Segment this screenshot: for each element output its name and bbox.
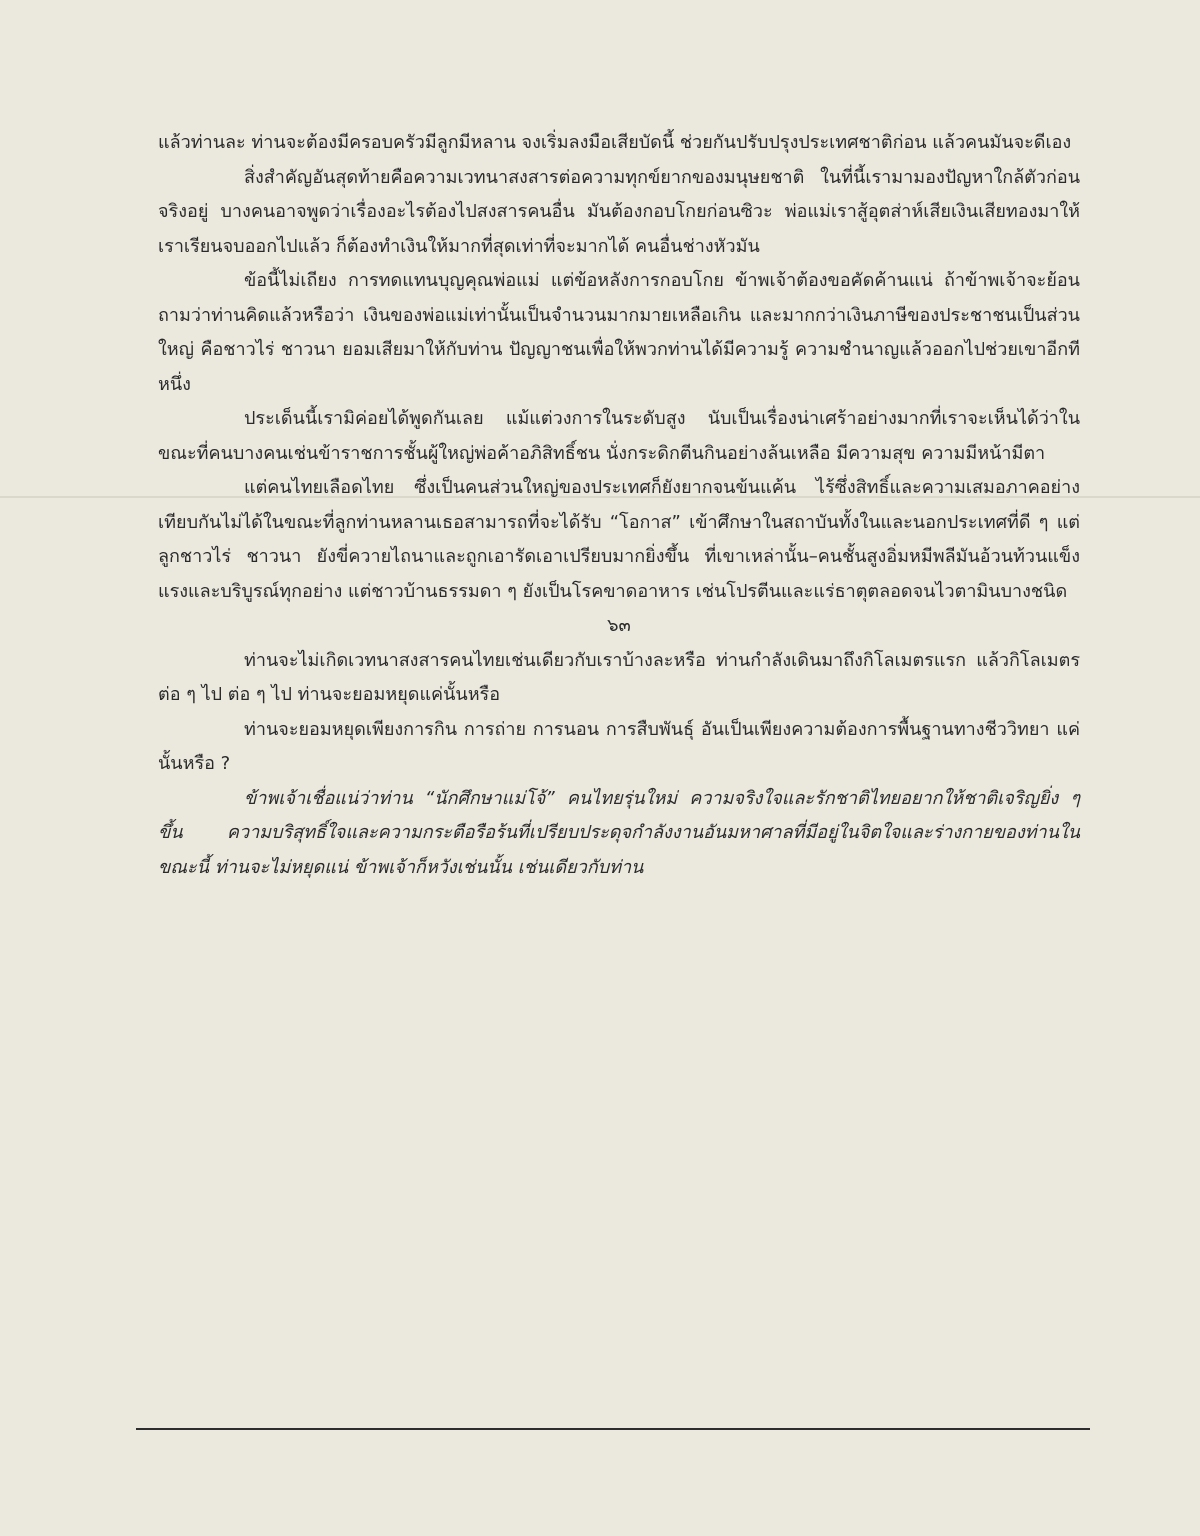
footer-rule (136, 1428, 1090, 1430)
document-body (158, 126, 1080, 885)
paragraph-2: สิ่งสำคัญอันสุดท้ายคือความเวทนาสงสารต่อความทุกข์ยากของมนุษยชาติ ในที่นี้เรามามองปัญหาใกล้ตัวก่อน จริงอยู่ บางคนอาจพูดว่าเรื่องอะไรต้องไปสงสารคนอื่น มันต้องกอบโกยก่อนซิวะ พ่อแม่เราสู้อุตส่าห์เสียเงินเสียทองมาให้เราเรียนจบออกไปแล้ว ก็ต้องทำเงินให้มากที่สุดเท่าที่จะมากได้ คนอื่นช่างหัวมัน (158, 166, 1080, 257)
paragraph-4: ประเด็นนี้เรามิค่อยได้พูดกันเลย แม้แต่วงการในระดับสูง นับเป็นเรื่องน่าเศร้าอย่างมากที่เราจะเห็นได้ว่าในขณะที่คนบางคนเช่นข้าราชการชั้นผู้ใหญ่พ่อค้าอภิสิทธิ์ชน นั่งกระดิกตีนกินอย่างล้นเหลือ มีความสุข ความมีหน้ามีตา (158, 408, 1080, 464)
paragraph-1: แล้วท่านละ ท่านจะต้องมีครอบครัวมีลูกมีหลาน จงเริ่มลงมือเสียบัดนี้ ช่วยกันปรับปรุงประเทศชาติก่อน แล้วคนมันจะดีเอง (158, 132, 1072, 153)
paragraph-7: ท่านจะยอมหยุดเพียงการกิน การถ่าย การนอน การสืบพันธุ์ อันเป็นเพียงความต้องการพื้นฐานทางชีววิทยา แค่นั้นหรือ ? (158, 718, 1080, 774)
paragraph-3: ข้อนี้ไม่เถียง การทดแทนบุญคุณพ่อแม่ แต่ข้อหลังการกอบโกย ข้าพเจ้าต้องขอคัดค้านแน่ ถ้าข้าพเจ้าจะย้อนถามว่าท่านคิดแล้วหรือว่า เงินของพ่อแม่เท่านั้นเป็นจำนวนมากมายเหลือเกิน และมากกว่าเงินภาษีของประชาชนเป็นส่วนใหญ่ คือชาวไร่ ชาวนา ยอมเสียมาให้กับท่าน ปัญญาชนเพื่อให้พวกท่านได้มีความรู้ ความชำนาญแล้วออกไปช่วยเขาอีกทีหนึ่ง (158, 270, 1080, 395)
paragraph-8-closing: ข้าพเจ้าเชื่อแน่ว่าท่าน “นักศึกษาแม่โจ้” คนไทยรุ่นใหม่ ความจริงใจและรักชาติไทยอยากให้ชาติเจริญยิ่ง ๆ ขึ้น ความบริสุทธิ์ใจและความกระตือรือร้นที่เปรียบประดุจกำลังงานอันมหาศาลที่มีอยู่ในจิตใจและร่างกายของท่านในขณะนี้ ท่านจะไม่หยุดแน่ ข้าพเจ้าก็หวังเช่นนั้น เช่นเดียวกับท่าน (158, 787, 1080, 878)
paragraph-6: ท่านจะไม่เกิดเวทนาสงสารคนไทยเช่นเดียวกับเราบ้างละหรือ ท่านกำลังเดินมาถึงกิโลเมตรแรก แล้วกิโลเมตรต่อ ๆ ไป ต่อ ๆ ไป ท่านจะยอมหยุดแค่นั้นหรือ (158, 649, 1080, 705)
paragraph-5: แต่คนไทยเลือดไทย ซึ่งเป็นคนส่วนใหญ่ของประเทศก็ยังยากจนข้นแค้น ไร้ซึ่งสิทธิ์และความเสมอภาคอย่างเทียบกันไม่ได้ในขณะที่ลูกท่านหลานเธอสามารถที่จะได้รับ “โอกาส” เข้าศึกษาในสถาบันทั้งในและนอกประเทศที่ดี ๆ แต่ลูกชาวไร่ ชาวนา ยังขี่ควายไถนาและถูกเอารัดเอาเปรียบมากยิ่งขึ้น ที่เขาเหล่านั้น–คนชั้นสูงอิ่มหมีพลีมันอ้วนท้วนแข็งแรงและบริบูรณ์ทุกอย่าง แต่ชาวบ้านธรรมดา ๆ ยังเป็นโรคขาดอาหาร เช่นโปรตีนและแร่ธาตุตลอดจนไวตามินบางชนิด (158, 477, 1080, 602)
section-marker: ๖๓ (607, 615, 631, 636)
